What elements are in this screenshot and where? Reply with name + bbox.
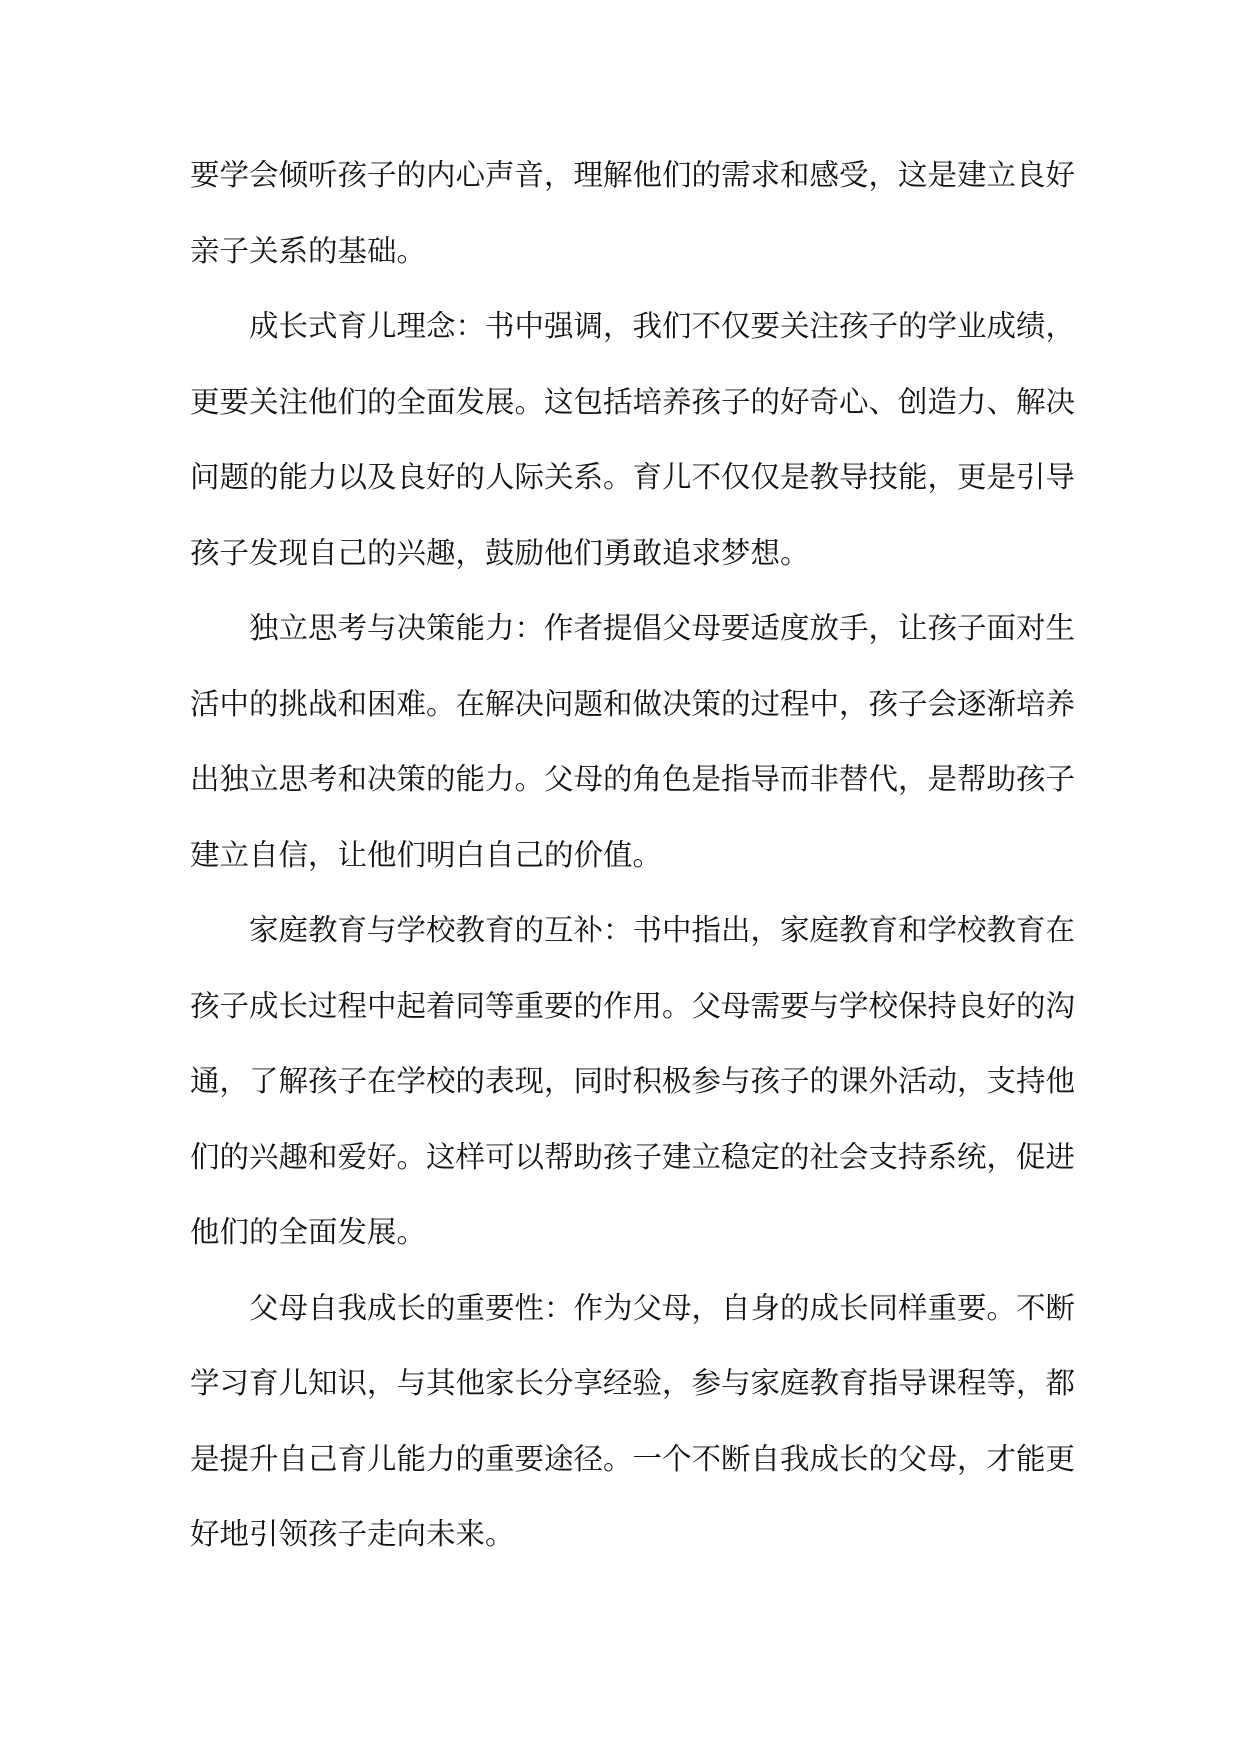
paragraph-line: 独立思考与决策能力：作者提倡父母要适度放手，让孩子面对生: [249, 611, 1076, 645]
paragraph-line: 学习育儿知识，与其他家长分享经验，参与家庭教育指导课程等，都: [190, 1366, 1076, 1400]
paragraph-line: 们的兴趣和爱好。这样可以帮助孩子建立稳定的社会支持系统，促进: [190, 1139, 1076, 1174]
paragraph-line: 活中的挑战和困难。在解决问题和做决策的过程中，孩子会逐渐培养: [190, 686, 1076, 721]
paragraph-line: 是提升自己育儿能力的重要途径。一个不断自我成长的父母，才能更: [190, 1441, 1076, 1476]
paragraph-line: 亲子关系的基础。: [190, 233, 427, 268]
paragraph-line: 问题的能力以及良好的人际关系。育儿不仅仅是教导技能，更是引导: [190, 460, 1076, 494]
paragraph-line: 好地引领孩子走向未来。: [190, 1517, 515, 1551]
paragraph-line: 孩子发现自己的兴趣，鼓励他们勇敢追求梦想。: [190, 535, 810, 570]
paragraph-line: 成长式育儿理念：书中强调，我们不仅要关注孩子的学业成绩，: [249, 309, 1076, 343]
paragraph-line: 孩子成长过程中起着同等重要的作用。父母需要与学校保持良好的沟: [190, 988, 1076, 1023]
paragraph-line: 建立自信，让他们明白自己的价值。: [190, 837, 663, 872]
paragraph-line: 要学会倾听孩子的内心声音，理解他们的需求和感受，这是建立良好: [190, 158, 1076, 192]
paragraph-line: 他们的全面发展。: [190, 1215, 427, 1249]
document-body: [190, 138, 1076, 1573]
paragraph-line: 更要关注他们的全面发展。这包括培养孩子的好奇心、创造力、解决: [190, 384, 1076, 419]
paragraph-line: 父母自我成长的重要性：作为父母，自身的成长同样重要。不断: [249, 1290, 1076, 1325]
paragraph-line: 出独立思考和决策的能力。父母的角色是指导而非替代，是帮助孩子: [190, 762, 1076, 796]
paragraph-line: 通，了解孩子在学校的表现，同时积极参与孩子的课外活动，支持他: [190, 1064, 1076, 1098]
paragraph-line: 家庭教育与学校教育的互补：书中指出，家庭教育和学校教育在: [249, 913, 1076, 947]
